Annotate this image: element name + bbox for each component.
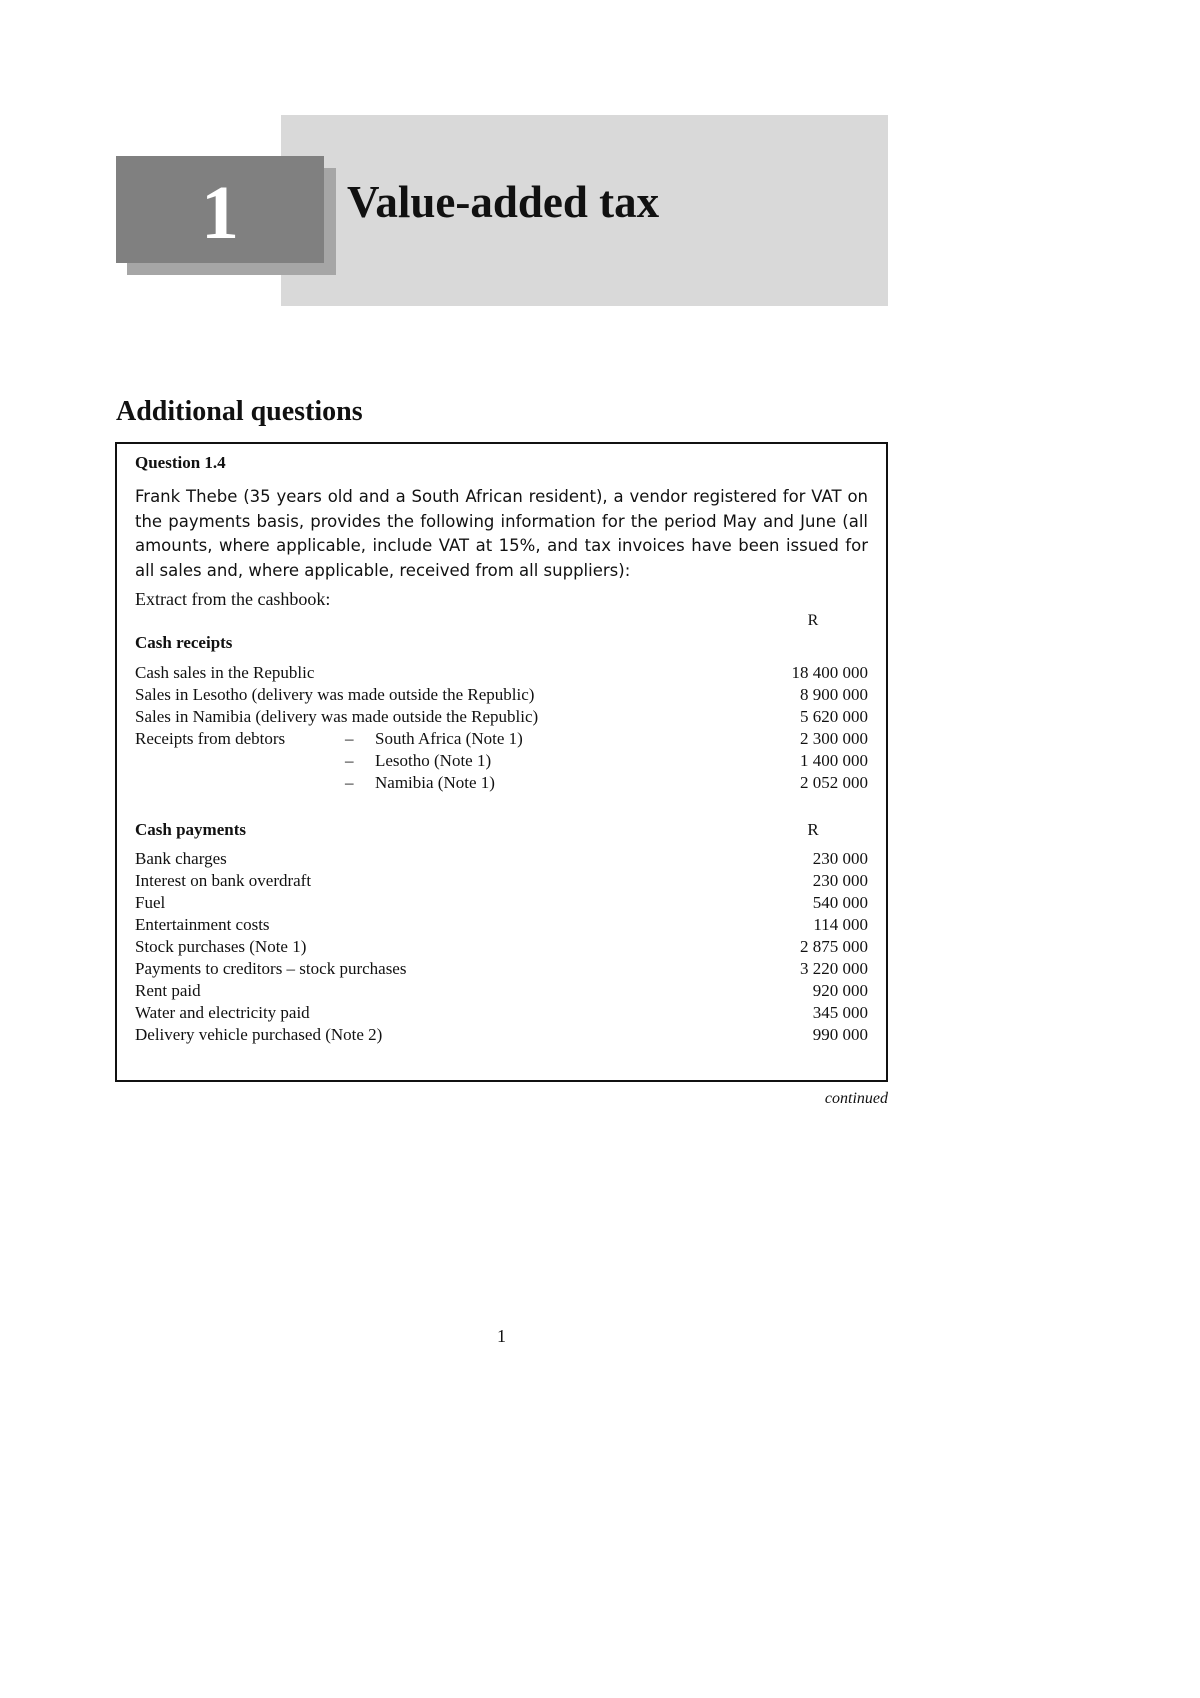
debtors-label: Receipts from debtors — [135, 729, 286, 748]
table-row — [135, 980, 868, 1002]
cash-receipts-list — [135, 662, 868, 794]
row-amount: 990 000 — [812, 1025, 868, 1044]
row-amount: 8 900 000 — [800, 685, 868, 704]
cash-receipts-heading: Cash receipts — [135, 633, 233, 652]
row-amount: 345 000 — [812, 1003, 868, 1022]
row-label: Payments to creditors – stock purchases — [135, 959, 407, 978]
row-amount: 540 000 — [812, 893, 868, 912]
row-label: Sales in Namibia (delivery was made outside the Republic) — [135, 707, 539, 726]
cash-payments-heading: Cash payments — [135, 820, 246, 839]
table-row — [135, 1002, 868, 1024]
row-label: Entertainment costs — [135, 915, 270, 934]
section-title: Additional questions — [116, 396, 363, 427]
row-amount: 2 875 000 — [800, 937, 868, 956]
table-row — [135, 892, 868, 914]
cash-payments-heading-row — [135, 819, 868, 841]
row-label: Namibia (Note 1) — [375, 773, 495, 792]
row-amount: 230 000 — [812, 849, 868, 868]
chapter-title: Value-added tax — [347, 177, 660, 227]
continued-label: continued — [824, 1090, 888, 1107]
dash: – — [345, 729, 354, 748]
table-row — [135, 1024, 868, 1046]
row-amount: 18 400 000 — [791, 663, 868, 682]
cash-payments-list — [135, 848, 868, 1046]
row-label: Delivery vehicle purchased (Note 2) — [135, 1025, 383, 1044]
table-row — [135, 914, 868, 936]
row-label: Stock purchases (Note 1) — [135, 937, 307, 956]
row-amount: 2 052 000 — [800, 773, 868, 792]
row-label: Fuel — [135, 893, 166, 912]
row-amount: 230 000 — [812, 871, 868, 890]
row-label: Lesotho (Note 1) — [375, 751, 492, 770]
table-row — [135, 662, 868, 684]
question-title: Question 1.4 — [135, 453, 226, 472]
row-label: Cash sales in the Republic — [135, 663, 315, 682]
row-label: Interest on bank overdraft — [135, 871, 312, 890]
row-label: Bank charges — [135, 849, 227, 868]
chapter-number: 1 — [116, 156, 324, 263]
currency-header-payments: R — [807, 820, 819, 839]
page-number: 1 — [497, 1326, 506, 1346]
dash: – — [345, 773, 354, 792]
row-label: Rent paid — [135, 981, 201, 1000]
table-row — [135, 936, 868, 958]
row-amount: 2 300 000 — [800, 729, 868, 748]
table-row — [135, 750, 868, 772]
dash: – — [345, 751, 354, 770]
row-amount: 1 400 000 — [800, 751, 868, 770]
table-row — [135, 870, 868, 892]
table-row — [135, 728, 868, 750]
table-row — [135, 706, 868, 728]
extract-label: Extract from the cashbook: — [135, 589, 331, 609]
table-row — [135, 958, 868, 980]
question-box — [115, 442, 888, 1082]
table-row — [135, 772, 868, 794]
row-label: South Africa (Note 1) — [375, 729, 523, 748]
row-label: Water and electricity paid — [135, 1003, 310, 1022]
row-amount: 3 220 000 — [800, 959, 868, 978]
question-paragraph: Frank Thebe (35 years old and a South African resident), a vendor registered for VAT on the payments basis, provides the following information for the period May and June (all amounts, where applicable, include VAT at 15%, and tax invoices have been issued for all sales and, where applicable, received from all suppliers): — [135, 487, 868, 580]
row-amount: 920 000 — [812, 981, 868, 1000]
table-row — [135, 684, 868, 706]
table-row — [135, 848, 868, 870]
row-label: Sales in Lesotho (delivery was made outside the Republic) — [135, 685, 535, 704]
currency-header-receipts: R — [807, 612, 819, 629]
row-amount: 5 620 000 — [800, 707, 868, 726]
row-amount: 114 000 — [813, 915, 868, 934]
